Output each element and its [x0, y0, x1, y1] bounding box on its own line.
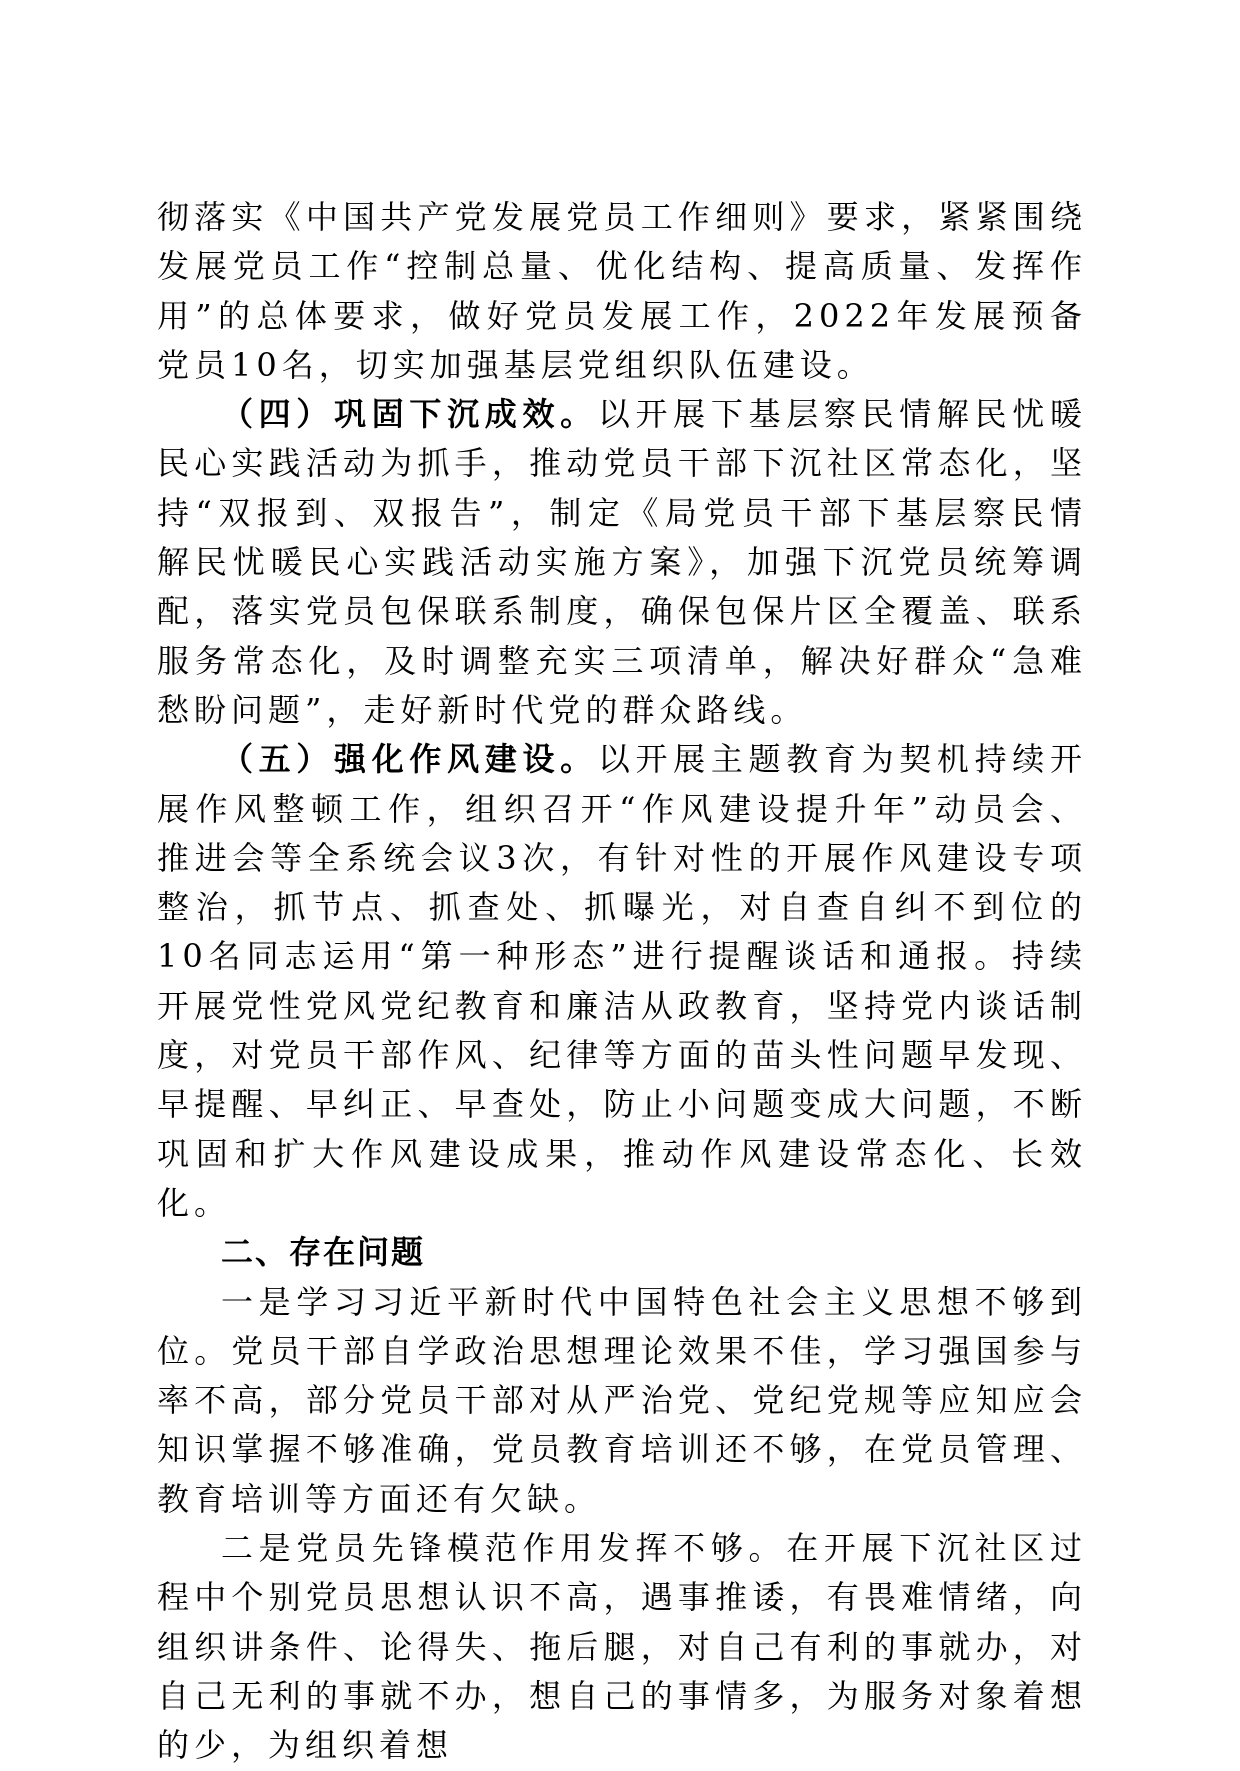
paragraph-continued — [157, 193, 1087, 390]
paragraph-text: 以开展下基层察民情解民忧暖民心实践活动为抓手，推动党员干部下沉社区常态化，坚持“双报到、双报告”，制定《局党员干部下基层察民情解民忧暖民心实践活动实施方案》，加强下沉党员统筹调配，落实党员包保联系制度，确保包保片区全覆盖、联系服务常态化，及时调整充实三项清单，解决好群众“急难愁盼问题”，走好新时代党的群众路线。 — [157, 395, 1087, 729]
paragraph-text: 以开展主题教育为契机持续开展作风整顿工作，组织召开“作风建设提升年”动员会、推进会等全系统会议3次，有针对性的开展作风建设专项整治，抓节点、抓查处、抓曝光，对自查自纠不到位的10名同志运用“第一种形态”进行提醒谈话和通报。持续开展党性党风党纪教育和廉洁从政教育，坚持党内谈话制度，对党员干部作风、纪律等方面的苗头性问题早发现、早提醒、早纠正、早查处，防止小问题变成大问题，不断巩固和扩大作风建设成果，推动作风建设常态化、长效化。 — [157, 740, 1087, 1222]
paragraph-text: 彻落实《中国共产党发展党员工作细则》要求，紧紧围绕发展党员工作“控制总量、优化结构、提高质量、发挥作用”的总体要求，做好党员发展工作，2022年发展预备党员10名，切实加强基层党组织队伍建设。 — [157, 198, 1087, 384]
paragraph-strengthen-style — [157, 735, 1087, 1228]
paragraph-lead: （五）强化作风建设。 — [221, 740, 598, 779]
paragraph-text: 二是党员先锋模范作用发挥不够。在开展下沉社区过程中个别党员思想认识不高，遇事推诿，有畏难情绪，向组织讲条件、论得失、拖后腿，对自己有利的事就办，对自己无利的事就不办，想自己的事情多，为服务对象着想的少，为组织着想 — [157, 1529, 1087, 1765]
paragraph-lead: （四）巩固下沉成效。 — [221, 395, 598, 434]
document-body — [157, 193, 1087, 1771]
paragraph-consolidate-results — [157, 390, 1087, 735]
problem-paragraph-2 — [157, 1524, 1087, 1770]
paragraph-text: 一是学习习近平新时代中国特色社会主义思想不够到位。党员干部自学政治思想理论效果不佳，学习强国参与率不高，部分党员干部对从严治党、党纪党规等应知应会知识掌握不够准确，党员教育培训还不够，在党员管理、教育培训等方面还有欠缺。 — [157, 1282, 1087, 1518]
problem-paragraph-1 — [157, 1278, 1087, 1524]
section-heading: 二、存在问题 — [221, 1233, 426, 1272]
